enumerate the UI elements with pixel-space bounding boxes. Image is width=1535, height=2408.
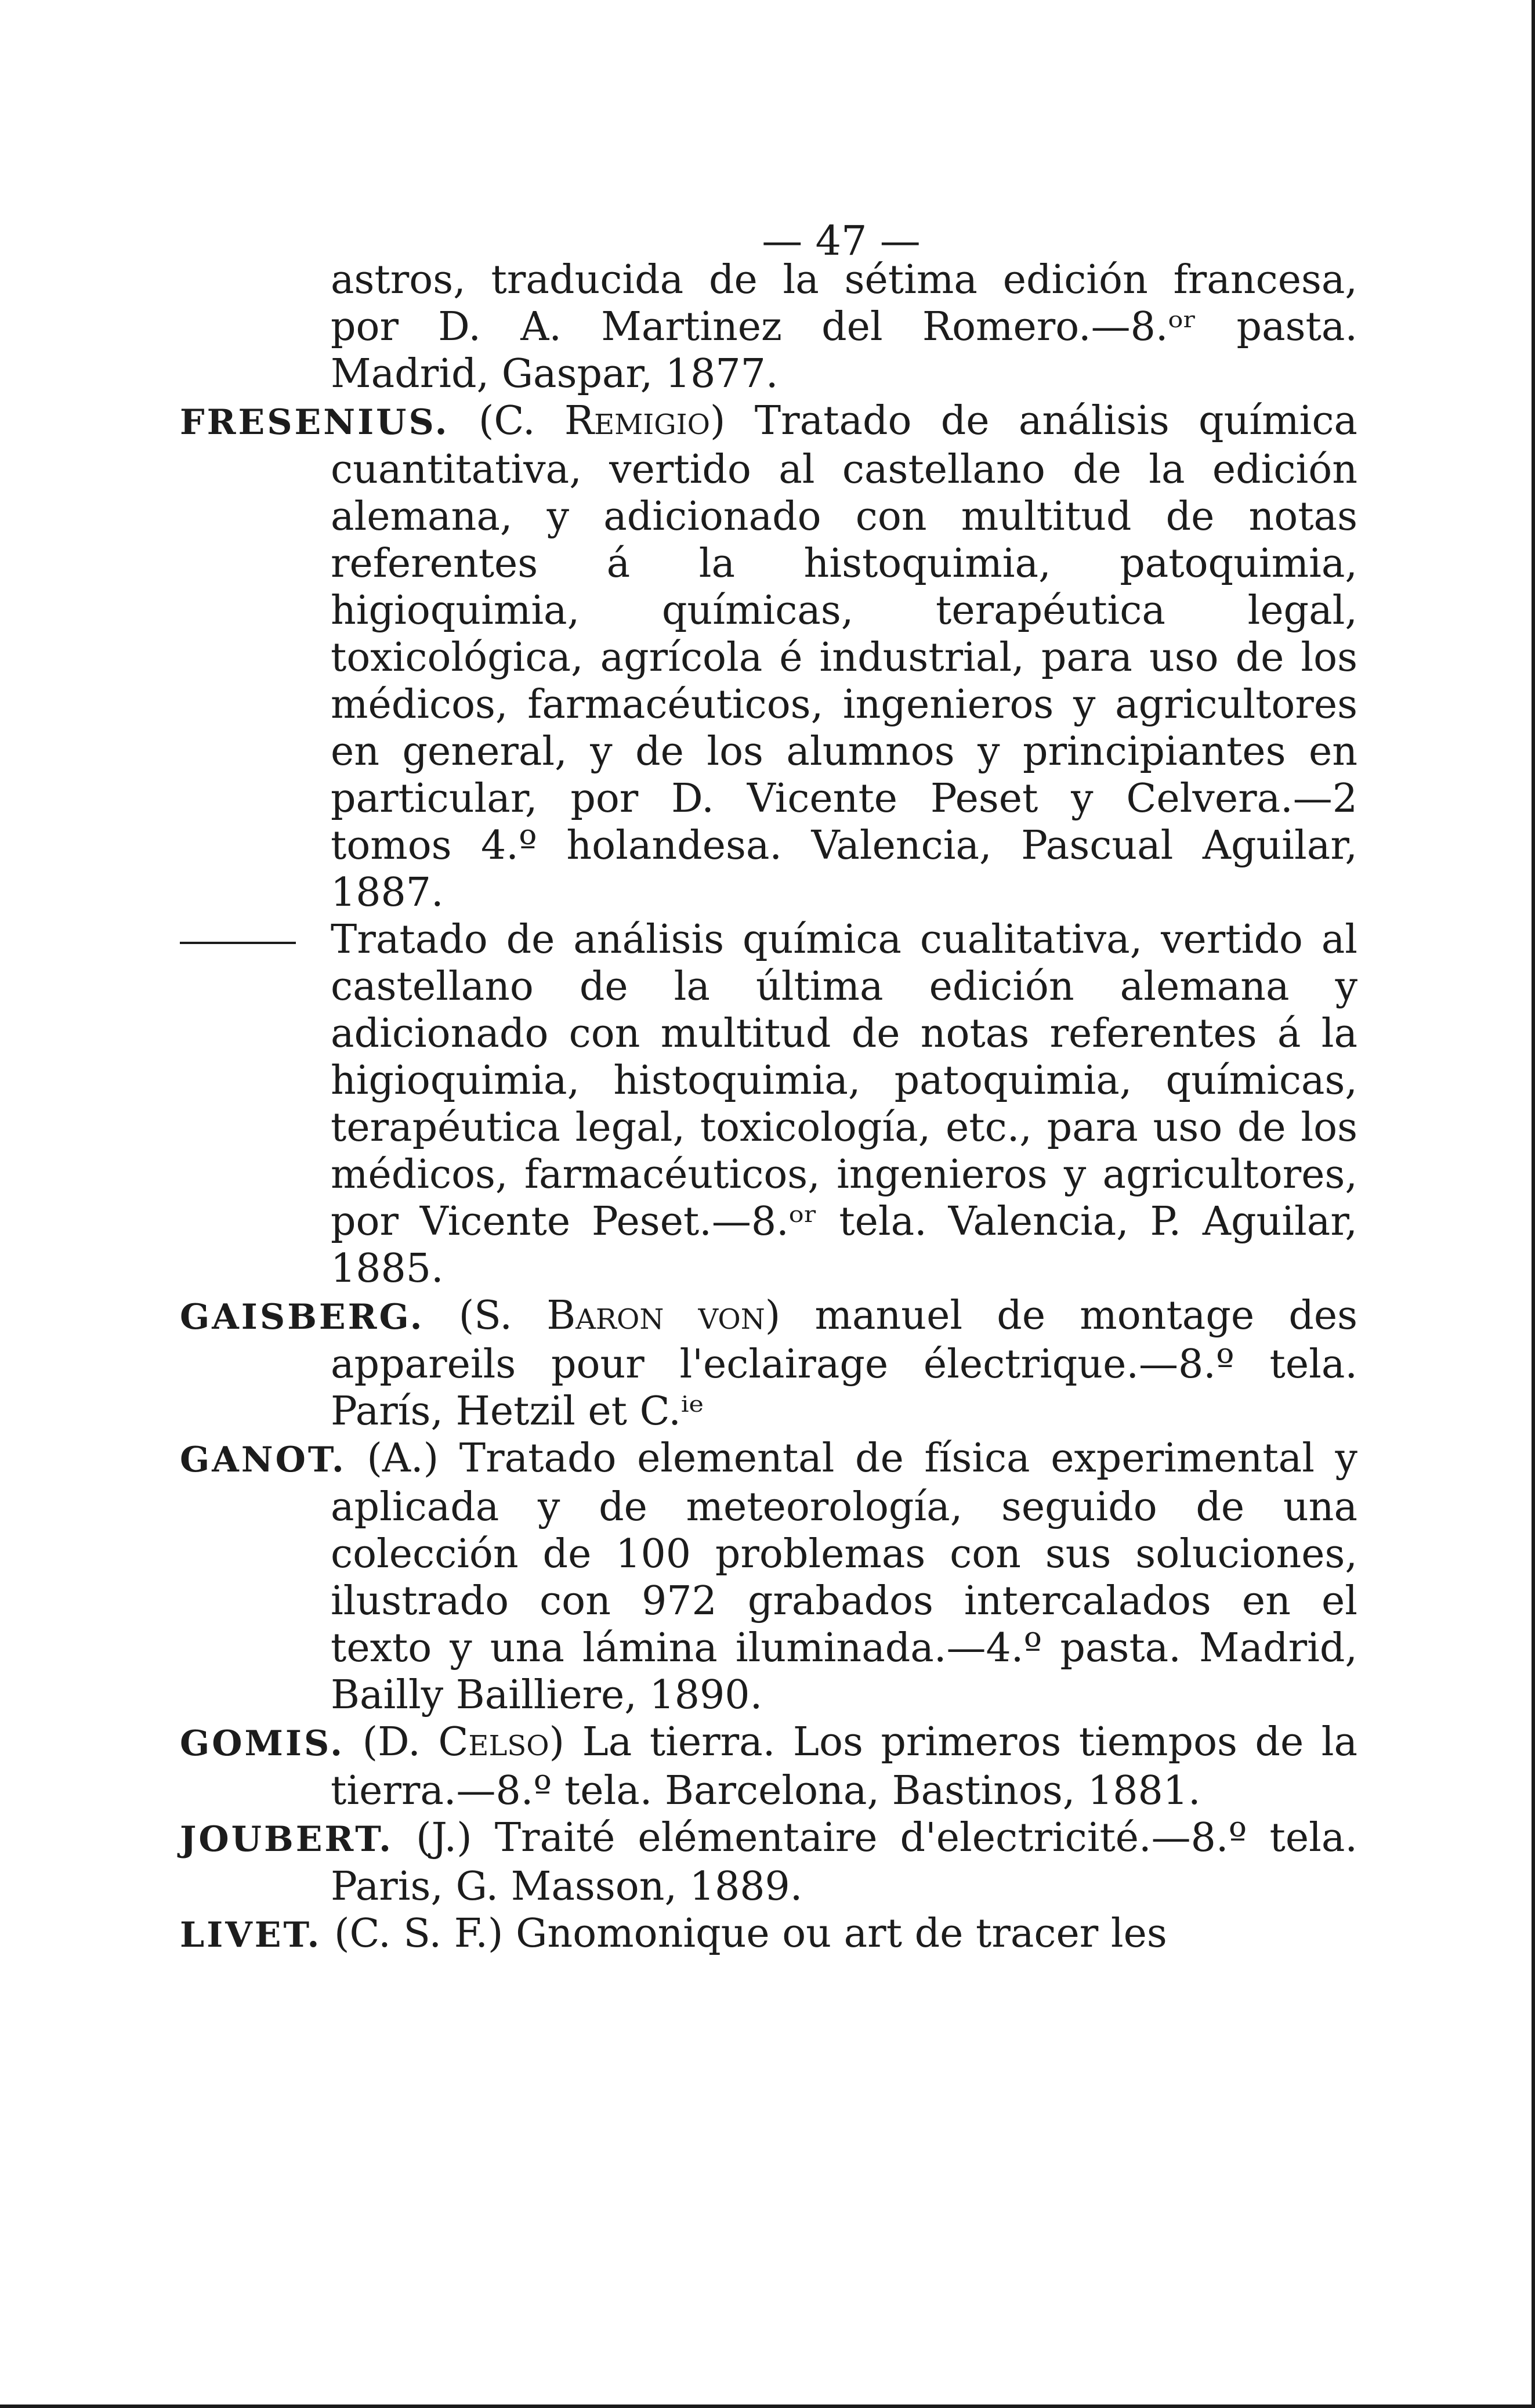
entry-text: Tratado de análisis química cualitativa, vertido al castellano de la última edición alemana y adicionado con multitud de notas referentes á la higioquimia, histoquimia, patoquimia, químicas, terapéutica legal, toxicología, etc., para uso de los médicos, farmacéuticos, ingenieros y agricultores, por Vicente Peset.—8.ᵒʳ tela. Valencia, P. Aguilar, 1885. bbox=[331, 917, 1357, 1292]
entry-author: FRESENIUS. bbox=[180, 402, 450, 443]
entry-given-name: (S. Baron von) bbox=[458, 1293, 781, 1339]
entry-given-name: (D. Celso) bbox=[362, 1719, 565, 1765]
entry-given-name: (A.) bbox=[367, 1436, 439, 1481]
entry-given-name: (C. Remigio) bbox=[478, 398, 726, 444]
entry-ganot bbox=[180, 1435, 1357, 1719]
entry-text: Traité elémentaire d'electricité.—8.º tela. Paris, G. Masson, 1889. bbox=[331, 1815, 1357, 1910]
entry-author: JOUBERT. bbox=[180, 1819, 394, 1860]
entry-author: GAISBERG. bbox=[180, 1297, 425, 1337]
entry-text: Gnomonique ou art de tracer les bbox=[516, 1911, 1167, 1957]
entry-text: Tratado de análisis química cuantitativa, vertido al castellano de la edición alemana, y adicionado con multitud de notas referentes á la histoquimia, patoquimia, higioquimia, químicas, terapéutica legal, toxicológica, agrícola é industrial, para uso de los médicos, farmacéuticos, ingenieros y agricultores en general, y de los alumnos y principiantes en particular, por D. Vicente Peset y Celvera.—2 tomos 4.º holandesa. Valencia, Pascual Aguilar, 1887. bbox=[331, 398, 1357, 916]
entry-given-name: (J.) bbox=[416, 1815, 472, 1861]
entry-author: GANOT. bbox=[180, 1440, 346, 1480]
document-page bbox=[180, 217, 1358, 1959]
entry-joubert bbox=[180, 1814, 1357, 1910]
entry-gaisberg bbox=[180, 1292, 1357, 1435]
entry-fresenius bbox=[180, 397, 1357, 916]
entry-text: La tierra. Los primeros tiempos de la tierra.—8.º tela. Barcelona, Bastinos, 1881. bbox=[331, 1719, 1358, 1814]
page-number: — 47 — bbox=[762, 217, 921, 265]
entry-text: manuel de montage des appareils pour l'eclairage électrique.—8.º tela. París, Hetzil et C.ⁱᵉ bbox=[331, 1293, 1357, 1434]
ditto-dash bbox=[180, 942, 296, 944]
entry-author: LIVET. bbox=[180, 1915, 322, 1955]
entry-continuation bbox=[180, 256, 1357, 397]
entry-ditto bbox=[180, 916, 1357, 1292]
entry-text: astros, traducida de la sétima edición francesa, por D. A. Martinez del Romero.—8.ᵒʳ pasta. Madrid, Gaspar, 1877. bbox=[331, 257, 1357, 397]
entry-gomis bbox=[180, 1719, 1357, 1814]
entry-text: Tratado elemental de física experimental y aplicada y de meteorología, seguido de una colección de 100 problemas con sus soluciones, ilustrado con 972 grabados intercalados en el texto y una lámina iluminada.—4.º pasta. Madrid, Bailly Bailliere, 1890. bbox=[331, 1436, 1357, 1718]
entry-livet bbox=[180, 1910, 1357, 1959]
entry-given-name: (C. S. F.) bbox=[334, 1911, 504, 1957]
entry-author: GOMIS. bbox=[180, 1723, 345, 1764]
